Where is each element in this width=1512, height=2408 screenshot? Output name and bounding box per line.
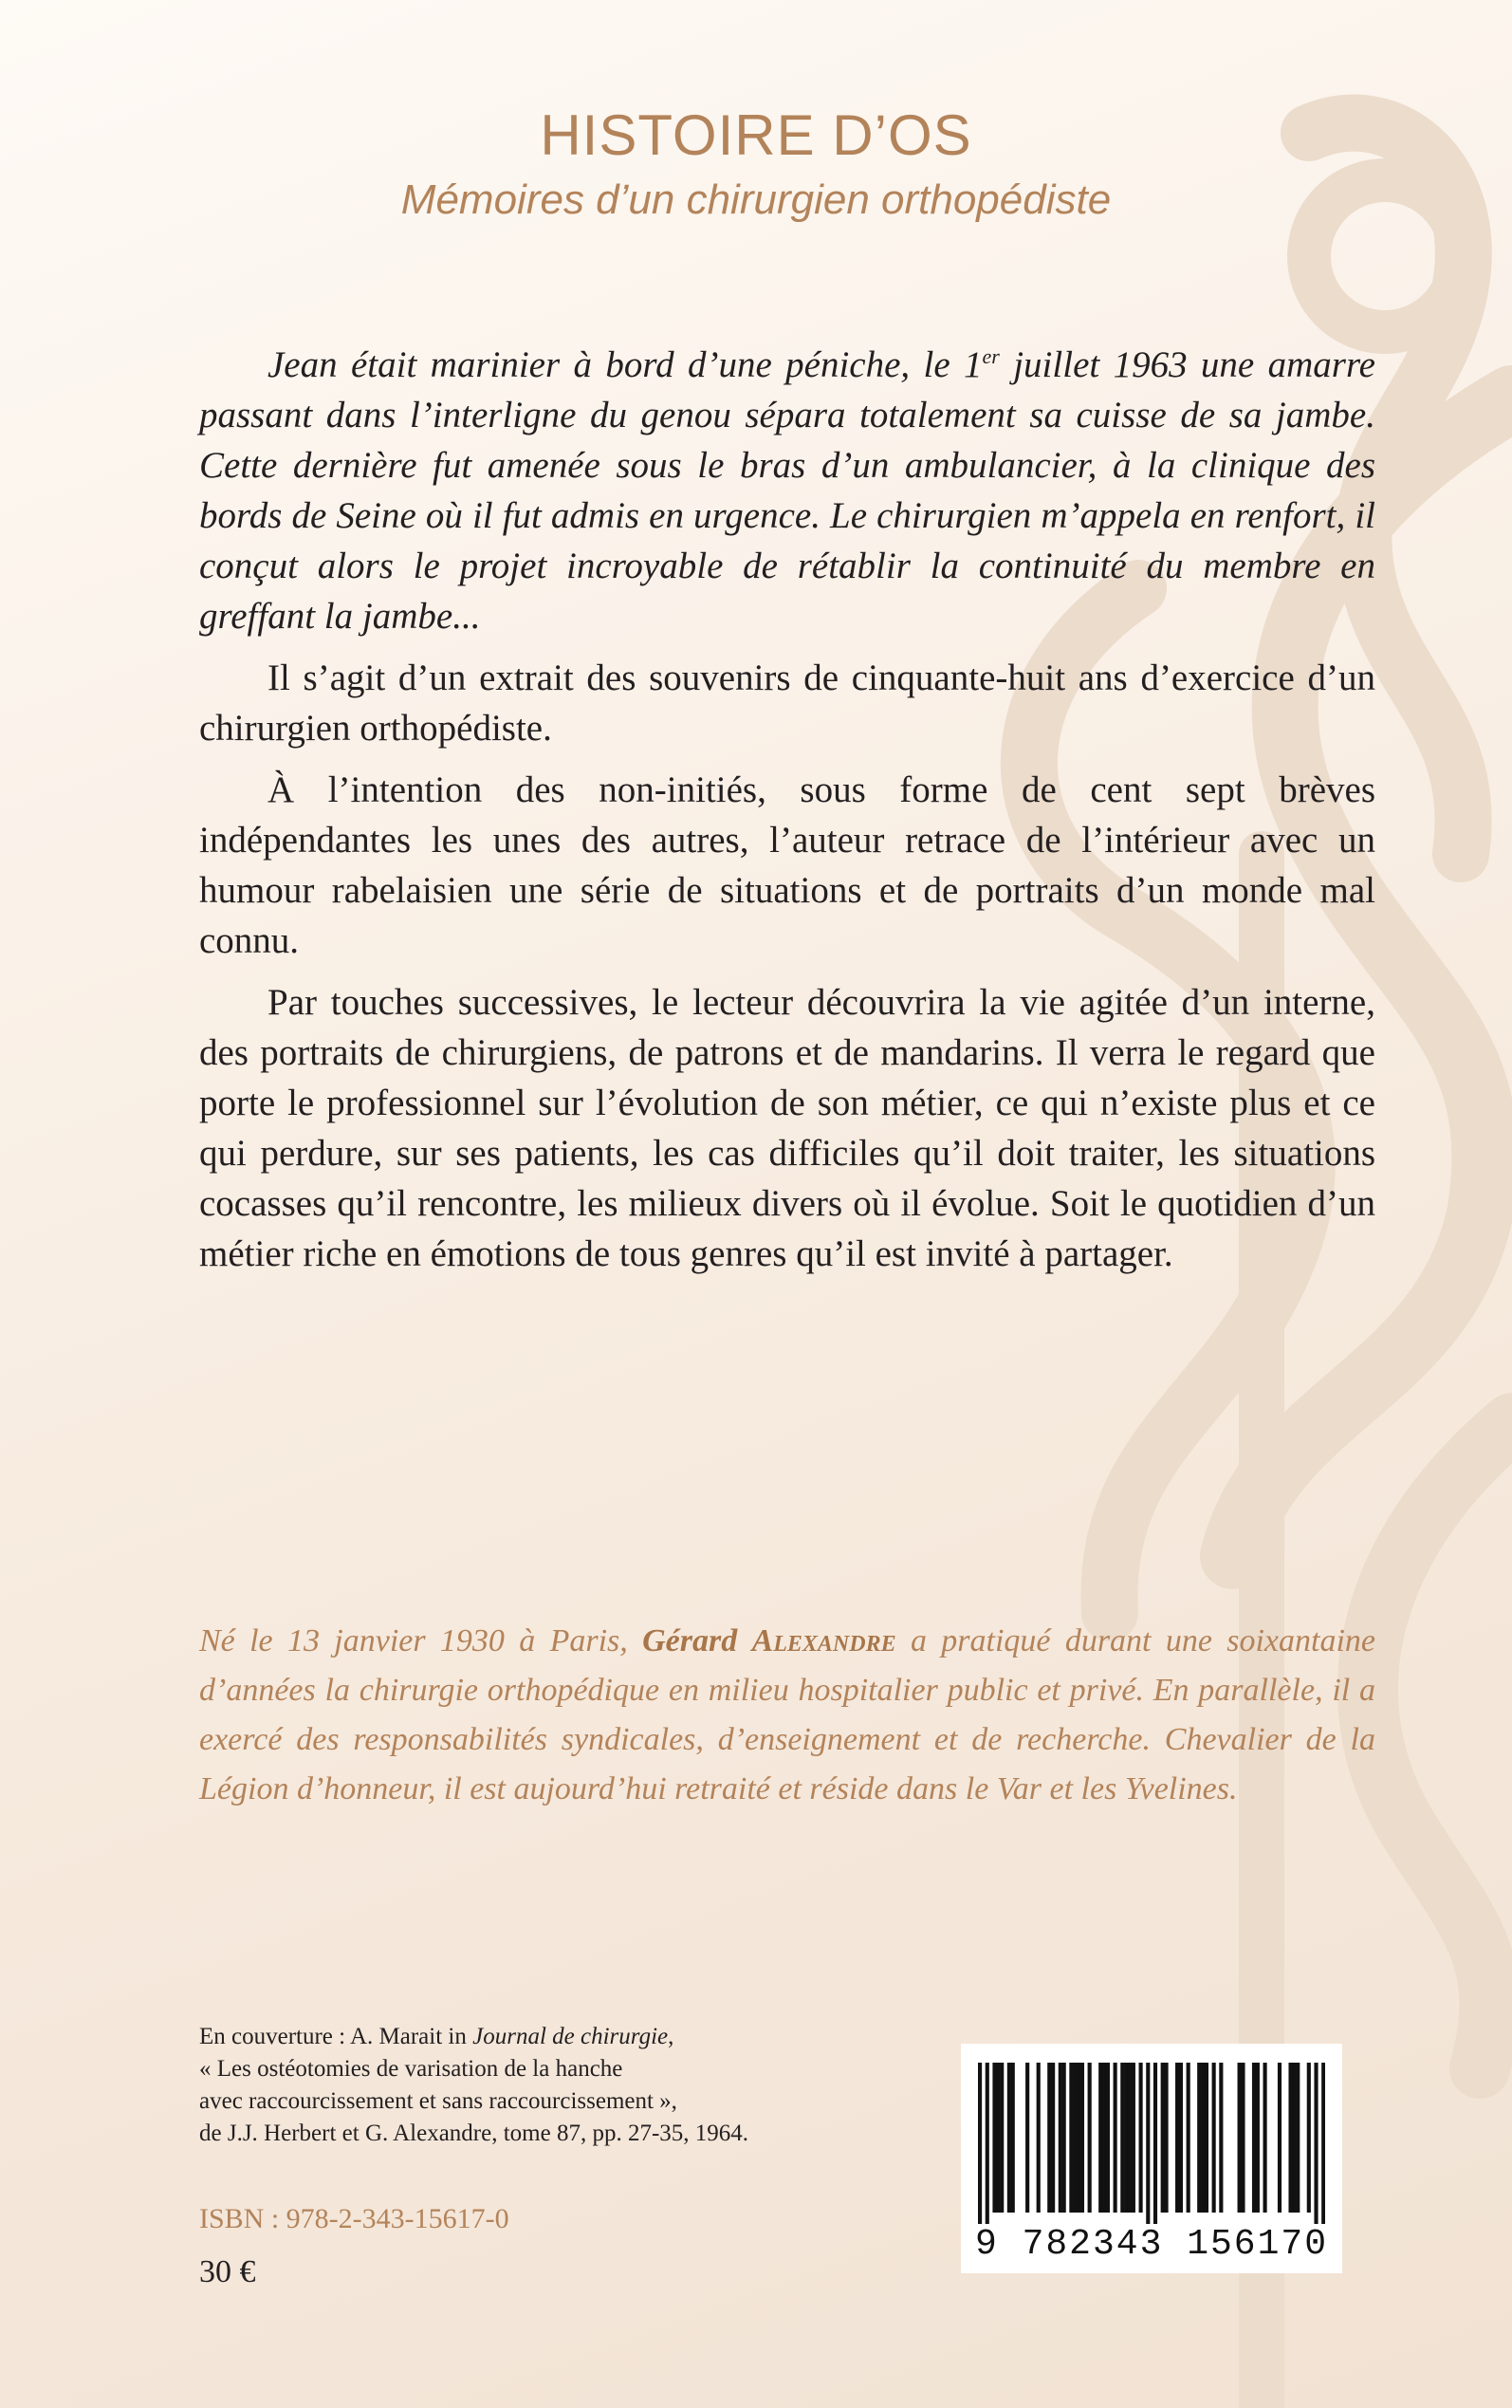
barcode-bars bbox=[978, 2063, 1325, 2224]
barcode-bar bbox=[1263, 2063, 1267, 2213]
author-bio bbox=[199, 1617, 1375, 1814]
barcode-bar bbox=[1025, 2063, 1029, 2213]
barcode-bar bbox=[1132, 2063, 1135, 2213]
barcode-bar bbox=[1120, 2063, 1124, 2213]
blurb-paragraph-4: Par touches successives, le lecteur découvrira la vie agitée d’un interne, des portraits de chirurgiens, de patrons et de mandarins. Il verra le regard que porte le professionnel sur l’évolution de son métier, ce qui n’existe plus et ce qui perdure, sur ses patients, les cas difficiles qu’il doit traiter, les situations cocasses qu’il rencontre, les milieux divers où il évolue. Soit le quotidien d’un métier riche en émotions de tous genres qu’il est invité à partager. bbox=[199, 982, 1375, 1274]
blurb-paragraph-3: À l’intention des non-initiés, sous forme de cent sept brèves indépendantes les unes des autres, l’auteur retrace de l’intérieur avec un humour rabelaisien une série de situations et de portraits d’un monde mal connu. bbox=[199, 769, 1375, 961]
barcode-bar bbox=[1080, 2063, 1084, 2213]
author-name bbox=[642, 1623, 896, 1658]
barcode-bar bbox=[1252, 2063, 1256, 2213]
barcode-bar bbox=[1212, 2063, 1216, 2213]
bio-text-start: Né le 13 janvier 1930 à Paris, bbox=[199, 1623, 643, 1658]
barcode-bar bbox=[1164, 2063, 1168, 2213]
barcode-bar bbox=[996, 2063, 1000, 2213]
barcode-bar bbox=[1187, 2063, 1190, 2213]
barcode-bar bbox=[1278, 2063, 1282, 2213]
barcode-bar bbox=[1047, 2063, 1051, 2213]
book-title: HISTOIRE D’OS bbox=[540, 103, 972, 167]
barcode-bar bbox=[1238, 2063, 1242, 2213]
barcode-bar bbox=[1073, 2063, 1077, 2213]
barcode-bar bbox=[1296, 2063, 1300, 2213]
barcode-bar bbox=[1139, 2063, 1143, 2213]
barcode-bar bbox=[1102, 2063, 1106, 2213]
credits-line-1 bbox=[199, 2021, 920, 2053]
isbn: ISBN : 978-2-343-15617-0 bbox=[199, 2203, 509, 2234]
credits-suffix: , bbox=[668, 2024, 674, 2049]
blurb-paragraph-1 bbox=[199, 340, 1375, 641]
barcode-bar bbox=[1314, 2063, 1318, 2224]
blurb-p1-text-end: juillet 1963 une amarre passant dans l’interligne du genou sépara totalement sa cuisse de sa jambe. Cette dernière fut amenée sous le bras d’un ambulancier, à la clinique des bords de Seine où il fut admis en urgence. Le chirurgien m’appela en renfort, il conçut alors le projet incroyable de rétablir la continuité du membre en greffant la jambe... bbox=[199, 344, 1375, 637]
back-cover-blurb bbox=[199, 340, 1375, 1290]
barcode-bar bbox=[1069, 2063, 1073, 2213]
barcode-bar bbox=[1201, 2063, 1205, 2213]
barcode-bar bbox=[1307, 2063, 1311, 2213]
cover-credits bbox=[199, 2021, 920, 2150]
price: 30 € bbox=[199, 2254, 256, 2289]
barcode-bar bbox=[1059, 2063, 1062, 2213]
barcode-bar bbox=[1011, 2063, 1015, 2213]
barcode-bar bbox=[986, 2063, 989, 2224]
credits-line-2: « Les ostéotomies de varisation de la hanche bbox=[199, 2056, 623, 2082]
barcode-bar bbox=[1161, 2063, 1165, 2213]
credits-line-4: de J.J. Herbert et G. Alexandre, tome 87, pp. 27-35, 1964. bbox=[199, 2121, 749, 2146]
barcode-bar bbox=[1037, 2063, 1041, 2213]
barcode-bar bbox=[1205, 2063, 1208, 2213]
barcode-bar bbox=[1007, 2063, 1011, 2213]
barcode-bar bbox=[1292, 2063, 1296, 2213]
barcode-bar bbox=[1175, 2063, 1179, 2213]
barcode-bar bbox=[978, 2063, 982, 2224]
watermark-serpent-3 bbox=[1368, 1423, 1512, 2068]
bio-text-end: a pratiqué durant une soixantaine d’années la chirurgie orthopédique en milieu hospitalier public et privé. En parallèle, il a exercé des responsabilités syndicales, d’enseignement et de recherche. Chevalier de la Légion d’honneur, il est aujourd’hui retraité et réside dans le Var et les Yvelines. bbox=[199, 1623, 1375, 1806]
barcode-bar bbox=[1098, 2063, 1102, 2213]
blurb-paragraph-2: Il s’agit d’un extrait des souvenirs de cinquante-huit ans d’exercice d’un chirurgien orthopédiste. bbox=[199, 658, 1375, 749]
barcode bbox=[961, 2044, 1342, 2273]
barcode-bar bbox=[1288, 2063, 1292, 2213]
blurb-p1-superscript: er bbox=[982, 344, 1000, 368]
barcode-bar bbox=[1124, 2063, 1128, 2213]
barcode-bar bbox=[1077, 2063, 1080, 2213]
barcode-bar bbox=[1062, 2063, 1066, 2213]
blurb-p1-text-start: Jean était marinier à bord d’une péniche, le 1 bbox=[267, 344, 983, 385]
barcode-bar bbox=[1114, 2063, 1117, 2213]
credits-journal: Journal de chirurgie bbox=[472, 2024, 669, 2049]
barcode-bar bbox=[1088, 2063, 1092, 2213]
author-first-name: Gérard bbox=[642, 1623, 752, 1658]
book-subtitle: Mémoires d’un chirurgien orthopédiste bbox=[400, 176, 1112, 223]
barcode-bar bbox=[1146, 2063, 1150, 2224]
barcode-bar bbox=[1197, 2063, 1201, 2213]
barcode-bar bbox=[1321, 2063, 1325, 2224]
barcode-bar bbox=[992, 2063, 996, 2213]
barcode-digits: 9 782343 156170 bbox=[974, 2224, 1329, 2265]
barcode-bar bbox=[1000, 2063, 1004, 2213]
author-last-name: Alexandre bbox=[751, 1623, 896, 1658]
barcode-bar bbox=[1106, 2063, 1110, 2213]
barcode-bar bbox=[1153, 2063, 1157, 2224]
barcode-bar bbox=[1128, 2063, 1132, 2213]
barcode-bar bbox=[1179, 2063, 1183, 2213]
barcode-bar bbox=[1219, 2063, 1223, 2213]
credits-prefix: En couverture : A. Marait in bbox=[199, 2024, 473, 2049]
credits-line-3: avec raccourcissement et sans raccourcissement », bbox=[199, 2088, 677, 2114]
barcode-bar bbox=[1256, 2063, 1260, 2213]
barcode-bar bbox=[1241, 2063, 1245, 2213]
barcode-bar bbox=[1051, 2063, 1055, 2213]
